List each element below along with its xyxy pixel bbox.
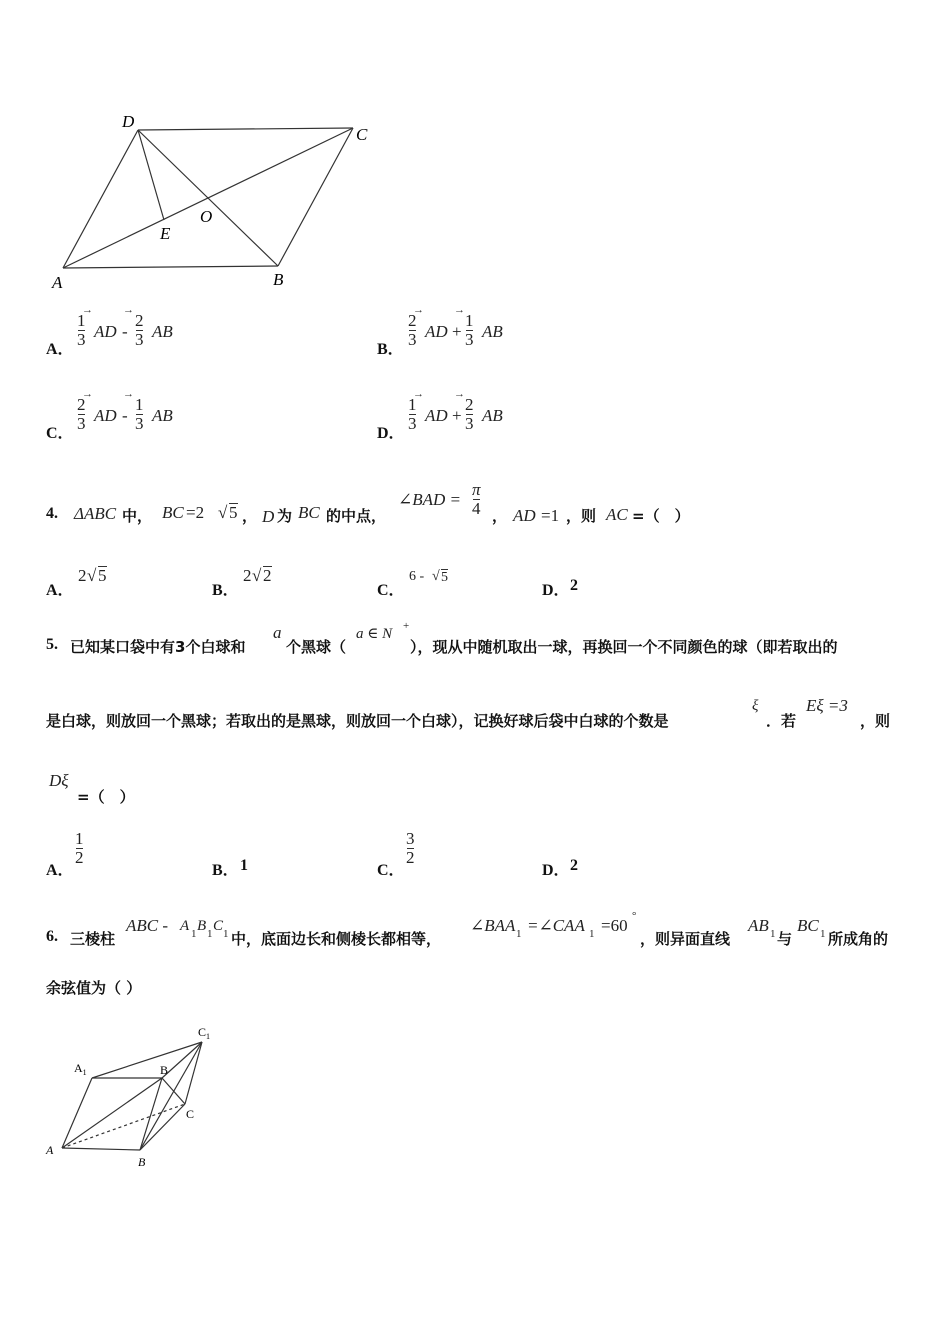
math-a1: A	[180, 918, 190, 934]
fraction: 1 3	[465, 311, 474, 349]
label-E: E	[160, 224, 171, 243]
label-C: C	[186, 1107, 195, 1121]
question-number: 5.	[46, 636, 58, 653]
math-b1: B	[197, 918, 207, 934]
vector-ad: AD	[94, 322, 117, 341]
fraction: 1 3	[77, 311, 86, 349]
text: 所成角的	[828, 930, 889, 948]
math-prism: ABC -	[126, 916, 169, 935]
sqrt-radical: √	[87, 566, 97, 585]
math-angle-baa1: ∠BAA	[470, 916, 516, 935]
math-eq: =2	[186, 503, 205, 522]
vector-ad: AD	[425, 406, 448, 425]
operator: -	[122, 322, 128, 341]
label-A: A	[46, 1143, 54, 1157]
option-label: A．	[46, 582, 74, 599]
question-number: 4.	[46, 505, 58, 522]
text: =（ ）	[632, 507, 690, 525]
vector-ab: AB	[152, 406, 173, 425]
math-set: a ∈ N	[356, 626, 393, 642]
sqrt-radical: √	[252, 566, 262, 585]
subscript: 1	[223, 928, 229, 940]
sqrt-radicand: 5	[98, 566, 107, 585]
math-eq: =1	[541, 506, 560, 525]
option-label: C．	[377, 582, 405, 599]
degree-symbol: °	[632, 910, 637, 922]
option-value: 2	[570, 857, 578, 874]
label-O: O	[200, 207, 213, 226]
vector-arrow: →	[123, 388, 134, 400]
option-label: B．	[377, 341, 404, 358]
text: 中，	[122, 507, 153, 525]
subscript: 1	[516, 928, 522, 940]
label-D: D	[122, 112, 135, 131]
option-label: C．	[46, 425, 74, 442]
question-number: 6.	[46, 928, 58, 945]
fraction: 2 3	[465, 395, 474, 433]
option-label: D．	[377, 425, 405, 442]
label-B1: B	[160, 1063, 169, 1077]
text: 余弦值为（ ）	[46, 979, 142, 997]
vector-arrow: →	[454, 388, 465, 400]
vector-arrow: →	[454, 304, 465, 316]
vector-arrow: →	[82, 304, 93, 316]
math-c1: C	[213, 918, 224, 934]
math-ab1: AB	[748, 916, 769, 935]
superscript: +	[403, 620, 410, 632]
text: =（ ）	[77, 788, 135, 806]
text: ．若	[766, 712, 797, 730]
math-ac: AC	[606, 505, 628, 524]
label-A1: $A_1$	[74, 1061, 87, 1077]
math-xi: ξ	[752, 698, 759, 714]
fraction: 3 2	[406, 829, 415, 867]
sqrt-radical: √	[432, 569, 440, 584]
text: ），现从中随机取出一球，再换回一个不同颜色的球（即若取出的	[410, 638, 838, 656]
text: 为	[277, 507, 293, 525]
option-label: D．	[542, 582, 570, 599]
math-bc: BC	[298, 503, 320, 522]
prism-figure	[40, 1020, 230, 1170]
math-angle: ∠BAD =	[398, 490, 462, 509]
text: 中，底面边长和侧棱长都相等，	[231, 930, 442, 948]
math-variance: Dξ	[49, 771, 69, 790]
option-value: 6 -	[409, 569, 425, 584]
math-angle-caa1: =∠CAA	[527, 916, 585, 935]
option-label: A．	[46, 341, 74, 358]
math-ad: AD	[513, 506, 536, 525]
operator: -	[122, 406, 128, 425]
vector-ad: AD	[94, 406, 117, 425]
vector-arrow: →	[123, 304, 134, 316]
vector-ab: AB	[482, 322, 503, 341]
vector-ad: AD	[425, 322, 448, 341]
math-bc: BC	[162, 503, 184, 522]
subscript: 1	[191, 928, 197, 940]
fraction: 2 3	[408, 311, 417, 349]
fraction: 1 3	[408, 395, 417, 433]
sqrt-radical: √	[218, 503, 228, 522]
option-label: C．	[377, 862, 405, 879]
text: ，	[492, 507, 508, 525]
fraction-pi-4: π 4	[472, 480, 481, 518]
math-triangle: ΔABC	[74, 504, 117, 523]
operator: +	[452, 406, 462, 425]
vector-arrow: →	[413, 304, 424, 316]
sqrt-radicand: 5	[441, 570, 448, 585]
math-bc1: BC	[797, 916, 819, 935]
option-value: 1	[240, 857, 248, 874]
fraction: 1 2	[75, 829, 84, 867]
label-A: A	[52, 273, 63, 292]
text: 个黑球（	[286, 638, 347, 656]
text: ，则	[566, 507, 597, 525]
text: ，	[242, 507, 258, 525]
sqrt-radicand: 5	[229, 503, 238, 522]
label-B: B	[138, 1155, 146, 1169]
math-60: =60	[601, 916, 628, 935]
vector-ab: AB	[482, 406, 503, 425]
subscript: 1	[820, 928, 826, 940]
option-label: B．	[212, 862, 239, 879]
subscript: 1	[770, 928, 776, 940]
option-value: 2	[243, 566, 252, 585]
text: 与	[777, 930, 793, 948]
operator: +	[452, 322, 462, 341]
label-C1: $C_1$	[198, 1025, 211, 1041]
fraction: 2 3	[135, 311, 144, 349]
option-label: A．	[46, 862, 74, 879]
fraction: 2 3	[77, 395, 86, 433]
parallelogram-figure	[40, 110, 380, 300]
math-expectation: Eξ =3	[806, 696, 848, 715]
sqrt-radicand: 2	[263, 566, 272, 585]
option-label: D．	[542, 862, 570, 879]
text: ，则异面直线	[640, 930, 731, 948]
text: 是白球，则放回一个黑球；若取出的是黑球，则放回一个白球），记换好球后袋中白球的个数是	[46, 712, 669, 730]
text: ，则	[860, 712, 891, 730]
text: 已知某口袋中有3个白球和	[70, 638, 246, 656]
option-label: B．	[212, 582, 239, 599]
vector-arrow: →	[82, 388, 93, 400]
vector-arrow: →	[413, 388, 424, 400]
fraction: 1 3	[135, 395, 144, 433]
option-value: 2	[78, 566, 87, 585]
option-value: 2	[570, 577, 578, 594]
math-d: D	[262, 507, 275, 526]
label-C: C	[356, 125, 368, 144]
text: 三棱柱	[70, 930, 116, 948]
vector-ab: AB	[152, 322, 173, 341]
subscript: 1	[207, 928, 213, 940]
text: 的中点，	[326, 507, 387, 525]
subscript: 1	[589, 928, 595, 940]
math-a: a	[273, 623, 282, 642]
label-B: B	[273, 270, 284, 289]
